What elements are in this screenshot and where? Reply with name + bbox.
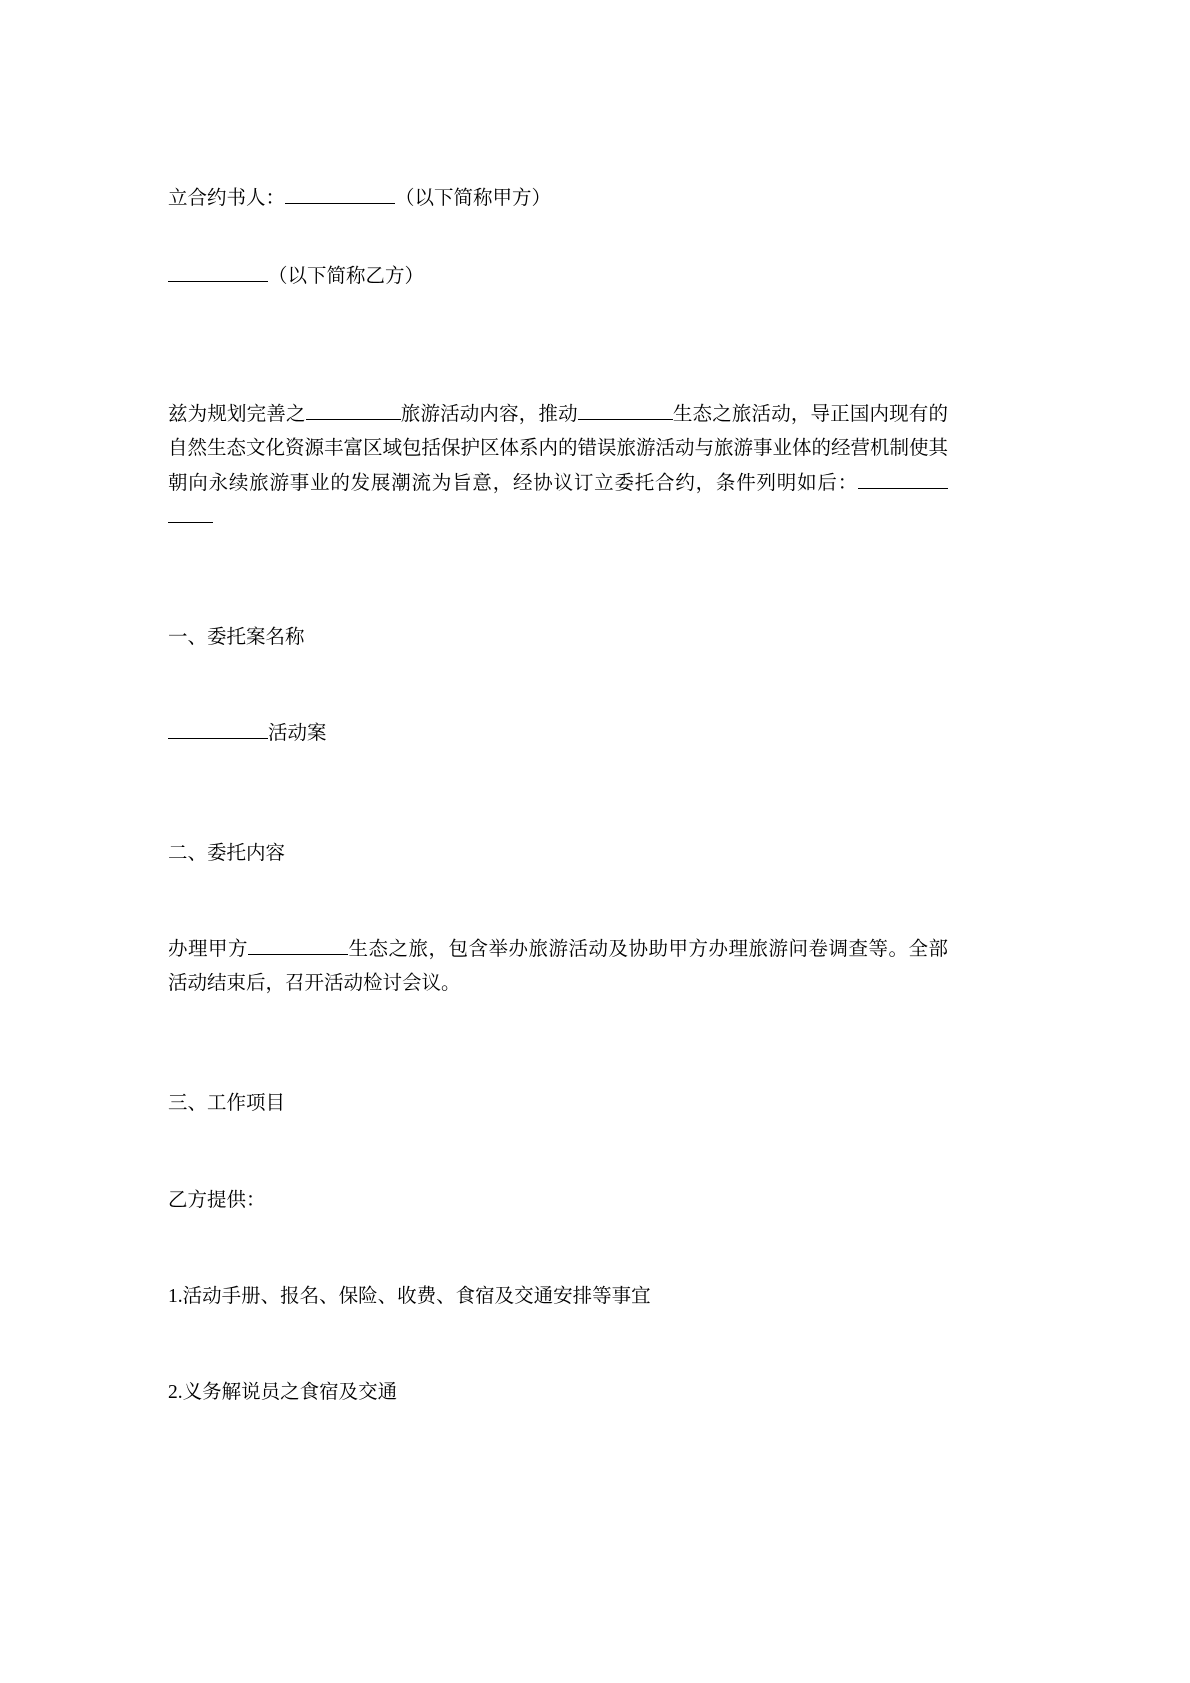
spacer [168, 535, 948, 621]
list-item: 2.义务解说员之食宿及交通 [168, 1381, 398, 1403]
spacer [168, 1314, 948, 1376]
spacer [168, 751, 948, 837]
preamble-blank-4[interactable] [168, 522, 213, 523]
preamble-blank-2[interactable] [578, 419, 673, 420]
preamble-blank-1[interactable] [306, 419, 401, 420]
section-2-body-part-1: 办理甲方 [168, 939, 248, 961]
preamble-part-3: 生态之旅活动，导正国内现有的自然生态文化资源丰富区域包括保护区体系内的错误旅游活动与旅游事业体的经营机制使其朝向永续旅游事业的发展潮流为旨意，经协议订立委托合约，条件列明如后： [168, 404, 949, 494]
section-2-heading: 二、委托内容 [168, 843, 286, 864]
section-2-body-part-2: 生态之旅，包含举办旅游活动及协助甲方办理旅游问卷调查等。全部活动结束后，召开活动检讨会议。 [168, 939, 948, 995]
section-1-heading: 一、委托案名称 [168, 626, 305, 648]
party-b-blank[interactable] [168, 281, 268, 282]
preamble-blank-3[interactable] [858, 488, 948, 489]
section-1-blank[interactable] [168, 738, 268, 739]
party-a-blank[interactable] [285, 203, 395, 204]
spacer [168, 216, 948, 260]
spacer [168, 1218, 948, 1280]
party-b-note: （以下简称乙方） [268, 266, 425, 288]
party-a-note: （以下简称甲方） [395, 188, 552, 209]
section-3-intro: 乙方提供： [168, 1189, 266, 1211]
party-a-label: 立合约书人： [168, 188, 286, 209]
section-1-body-text: 活动案 [268, 722, 327, 744]
preamble-part-2: 旅游活动内容，推动 [400, 404, 578, 426]
preamble-paragraph [168, 398, 948, 535]
spacer [168, 655, 948, 717]
preamble-part-1: 兹为规划完善之 [168, 404, 306, 426]
spacer [168, 1122, 948, 1184]
spacer [168, 1001, 948, 1087]
document-content [168, 130, 948, 1410]
party-a-line [168, 182, 948, 216]
party-b-line [168, 260, 948, 294]
section-2-body [168, 933, 948, 1001]
list-item: 1.活动手册、报名、保险、收费、食宿及交通安排等事宜 [168, 1285, 651, 1307]
section-1-body [168, 717, 948, 751]
spacer [168, 294, 948, 398]
spacer [168, 871, 948, 933]
section-2-blank[interactable] [248, 954, 348, 955]
section-3-heading: 三、工作项目 [168, 1093, 286, 1115]
